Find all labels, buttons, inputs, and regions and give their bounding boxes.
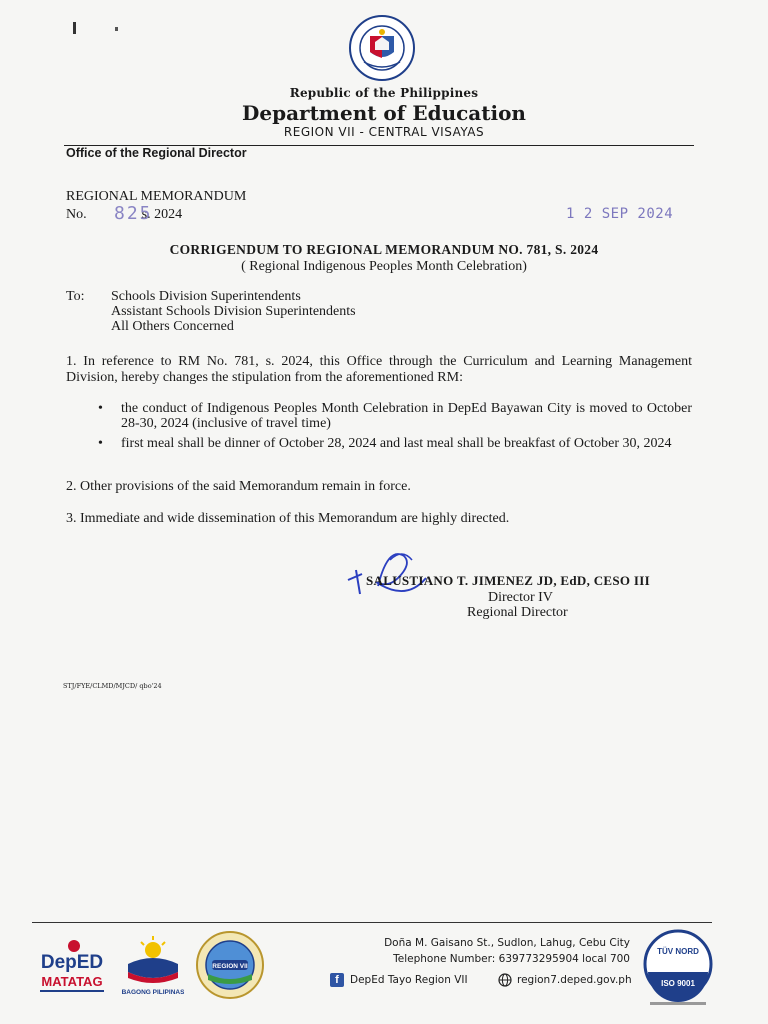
footer-divider [32,922,712,923]
footer-telephone: Telephone Number: 639773295904 local 700 [393,953,630,965]
region-vii-seal-logo [194,930,266,1000]
paragraph-3: 3. Immediate and wide dissemination of this Memorandum are highly directed. [66,511,510,526]
republic-heading: Republic of the Philippines [289,86,479,100]
bullet-list [96,401,692,456]
deped-matatag-logo [36,938,108,994]
facebook-icon: f [330,973,344,987]
recipients-list [111,289,356,334]
deped-seal-logo [346,14,418,82]
website-link[interactable] [498,973,632,987]
logo-text: DepED [40,952,104,973]
signatory-title: Director IV [488,590,553,605]
memo-series: s. 2024 [141,207,183,222]
logo-text: BAGONG PILIPINAS [122,989,184,996]
memo-type: REGIONAL MEMORANDUM [66,189,247,204]
recipient-item: Schools Division Superintendents [111,289,301,304]
reference-code: STJ/FYE/CLMD/MJCD/ qbo'24 [63,682,162,690]
signatory-name: SALUSTIANO T. JIMENEZ JD, EdD, CESO III [366,573,650,588]
office-label: Office of the Regional Director [66,146,247,160]
logo-text: ISO 9001 [661,979,695,988]
date-stamp: 1 2 SEP 2024 [566,206,674,222]
bagong-pilipinas-logo [122,934,184,998]
tuv-nord-iso-logo [642,928,714,1012]
facebook-page-name: DepEd Tayo Region VII [350,974,468,986]
bullet-item: • the conduct of Indigenous Peoples Month Celebration in DepEd Bayawan City is moved to October 28-30, 2024 (inclusive of travel time) [96,401,692,431]
recipient-item: Assistant Schools Division Superintendents [111,304,356,319]
memo-no-label: No. [66,207,87,222]
facebook-link[interactable] [330,973,468,987]
memo-title: CORRIGENDUM TO REGIONAL MEMORANDUM NO. 781, S. 2024 [169,242,599,257]
globe-icon [498,973,512,987]
recipient-item: All Others Concerned [111,319,234,334]
paragraph-1: 1. In reference to RM No. 781, s. 2024, this Office through the Curriculum and Learning Management Division, hereby changes the stipulation from the aforementioned RM: [66,354,692,385]
scan-mark [73,22,76,34]
signatory-title: Regional Director [467,605,568,620]
region-heading: REGION VII - CENTRAL VISAYAS [283,125,485,139]
memo-number-stamp: 825 [114,203,153,224]
footer-address: Doña M. Gaisano St., Sudlon, Lahug, Cebu City [384,937,630,949]
scan-mark [115,27,118,31]
website-url: region7.deped.gov.ph [517,974,632,986]
logo-text: REGION VII [212,963,248,970]
logo-text: MATATAG [41,974,103,989]
department-heading: Department of Education [242,101,526,125]
paragraph-2: 2. Other provisions of the said Memorandum remain in force. [66,479,411,494]
recipients-label: To: [66,289,85,304]
memo-subtitle: ( Regional Indigenous Peoples Month Celebration) [241,259,527,274]
bullet-item: • first meal shall be dinner of October 28, 2024 and last meal shall be breakfast of October 30, 2024 [96,436,692,451]
logo-text: TÜV NORD [657,947,699,956]
